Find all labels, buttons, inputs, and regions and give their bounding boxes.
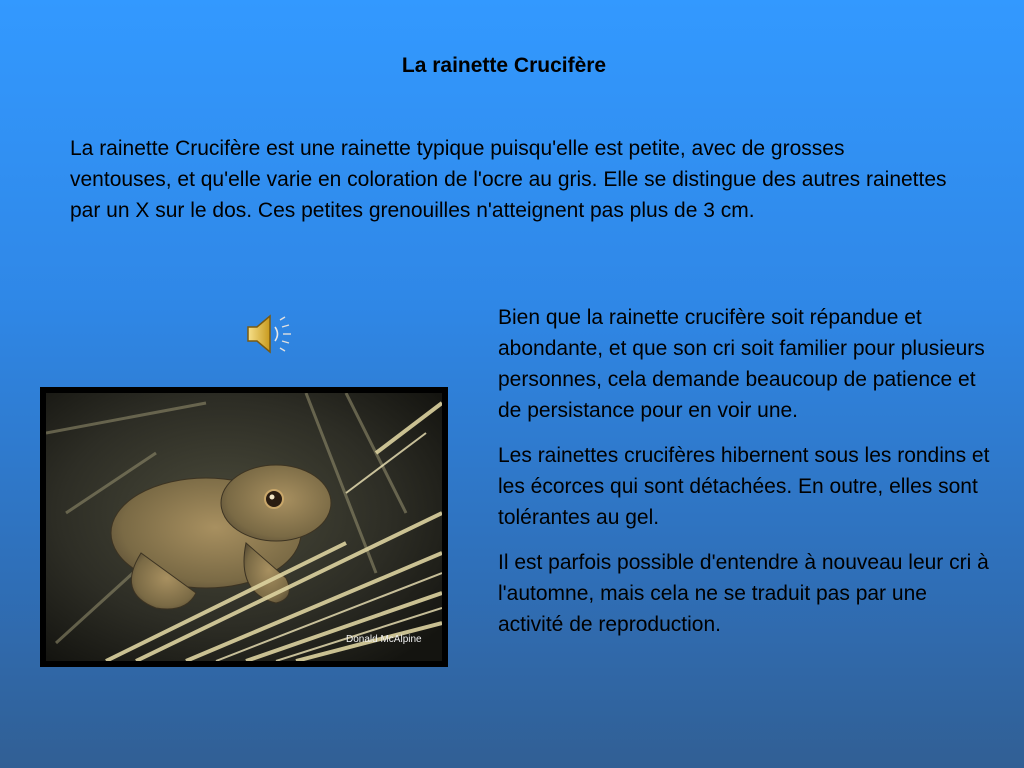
intro-paragraph: La rainette Crucifère est une rainette typique puisqu'elle est petite, avec de grosses ventouses, et qu'elle varie en coloration de l'ocre au gris. Elle se distingue des autres rainettes par un X sur le dos. Ces petites grenouilles n'atteignent pas plus de 3 cm. xyxy=(70,137,947,222)
paragraph-3: Il est parfois possible d'entendre à nouveau leur cri à l'automne, mais cela ne se traduit pas par une activité de reproduction. xyxy=(498,551,989,636)
frog-photo xyxy=(40,387,448,667)
photo-credit: Donald McAlpine xyxy=(346,634,422,645)
paragraph-2: Les rainettes crucifères hibernent sous les rondins et les écorces qui sont détachées. En outre, elles sont tolérantes au gel. xyxy=(498,444,990,529)
paragraph-1: Bien que la rainette crucifère soit répandue et abondante, et que son cri soit familier pour plusieurs personnes, cela demande beaucoup de patience et de persistance pour en voir une. xyxy=(498,306,985,422)
slide-title: La rainette Crucifère xyxy=(401,54,607,77)
speaker-icon[interactable] xyxy=(244,310,296,358)
right-column xyxy=(498,302,998,654)
